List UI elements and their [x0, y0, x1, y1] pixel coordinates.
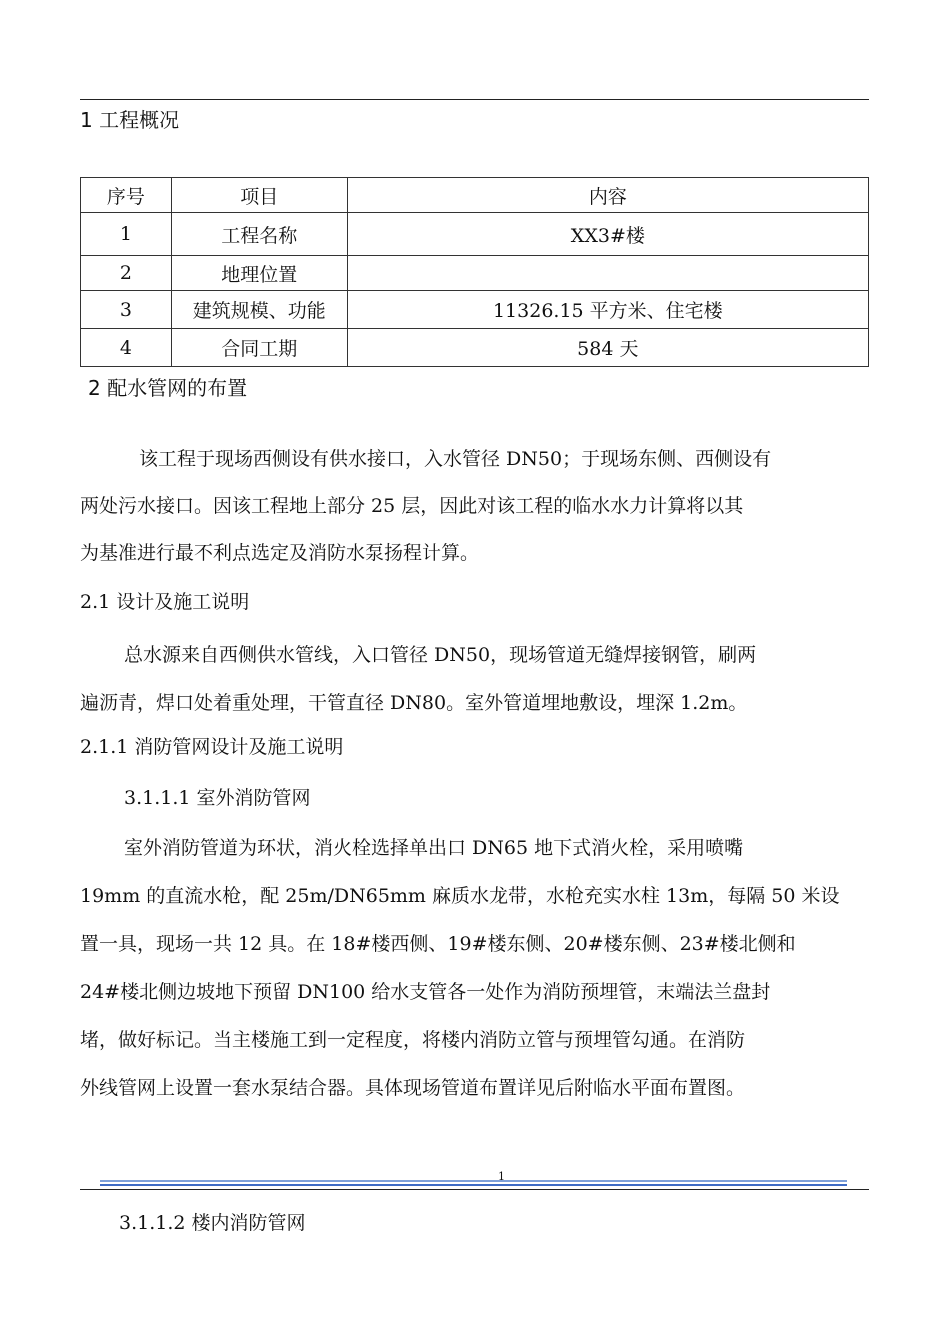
table-cell: 合同工期: [171, 329, 347, 367]
footer-decorative-bar: [100, 1180, 847, 1186]
table-cell: XX3#楼: [347, 213, 868, 256]
paragraph-line: 外线管网上设置一套水泵结合器。具体现场管道布置详见后附临水平面布置图。: [80, 1077, 746, 1099]
table-row: [81, 213, 869, 256]
paragraph-line: 总水源来自西侧供水管线，入口管径 DN50，现场管道无缝焊接钢管，刷两: [124, 644, 757, 666]
table-cell: 地理位置: [171, 256, 347, 291]
project-overview-table: [80, 177, 869, 367]
section-1-title: 1 工程概况: [80, 108, 180, 132]
paragraph-line: 两处污水接口。因该工程地上部分 25 层，因此对该工程的临水水力计算将以其: [80, 495, 744, 517]
paragraph-line: 24#楼北侧边坡地下预留 DN100 给水支管各一处作为消防预埋管，末端法兰盘封: [80, 981, 771, 1003]
table-cell: 工程名称: [171, 213, 347, 256]
header-rule: [80, 99, 869, 100]
table-row: [81, 329, 869, 367]
table-cell: 建筑规模、功能: [171, 291, 347, 329]
table-cell: 11326.15 平方米、住宅楼: [347, 291, 868, 329]
table-cell: [347, 256, 868, 291]
paragraph-line: 19mm 的直流水枪，配 25m/DN65mm 麻质水龙带，水枪充实水柱 13m，每隔 50 米设: [80, 885, 840, 907]
page-number: 1: [498, 1170, 505, 1183]
table-cell: 3: [81, 291, 172, 329]
table-cell: 2: [81, 256, 172, 291]
table-row: [81, 256, 869, 291]
table-row: [81, 291, 869, 329]
table-cell: 584 天: [347, 329, 868, 367]
table-header-row: [81, 178, 869, 213]
paragraph-line: 堵，做好标记。当主楼施工到一定程度，将楼内消防立管与预埋管勾通。在消防: [80, 1029, 746, 1051]
paragraph-line: 为基准进行最不利点选定及消防水泵扬程计算。: [80, 542, 480, 564]
header-cell-content: 内容: [347, 178, 868, 213]
header-cell-item: 项目: [171, 178, 347, 213]
footer-rule: [80, 1189, 869, 1190]
section-2-1-1-title: 2.1.1 消防管网设计及施工说明: [80, 736, 344, 758]
section-3-1-1-1-title: 3.1.1.1 室外消防管网: [124, 787, 311, 809]
paragraph-line: 置一具，现场一共 12 具。在 18#楼西侧、19#楼东侧、20#楼东侧、23#楼北侧和: [80, 933, 796, 955]
section-2-title: 2 配水管网的布置: [88, 376, 248, 400]
header-cell-index: 序号: [81, 178, 172, 213]
section-2-1-title: 2.1 设计及施工说明: [80, 591, 250, 613]
table-cell: 1: [81, 213, 172, 256]
paragraph-line: 室外消防管道为环状，消火栓选择单出口 DN65 地下式消火栓，采用喷嘴: [124, 837, 744, 859]
paragraph-line: 该工程于现场西侧设有供水接口，入水管径 DN50；于现场东侧、西侧设有: [139, 448, 772, 470]
paragraph-line: 遍沥青，焊口处着重处理，干管直径 DN80。室外管道埋地敷设，埋深 1.2m。: [80, 692, 748, 714]
section-3-1-1-2-title: 3.1.1.2 楼内消防管网: [119, 1212, 306, 1234]
table-cell: 4: [81, 329, 172, 367]
